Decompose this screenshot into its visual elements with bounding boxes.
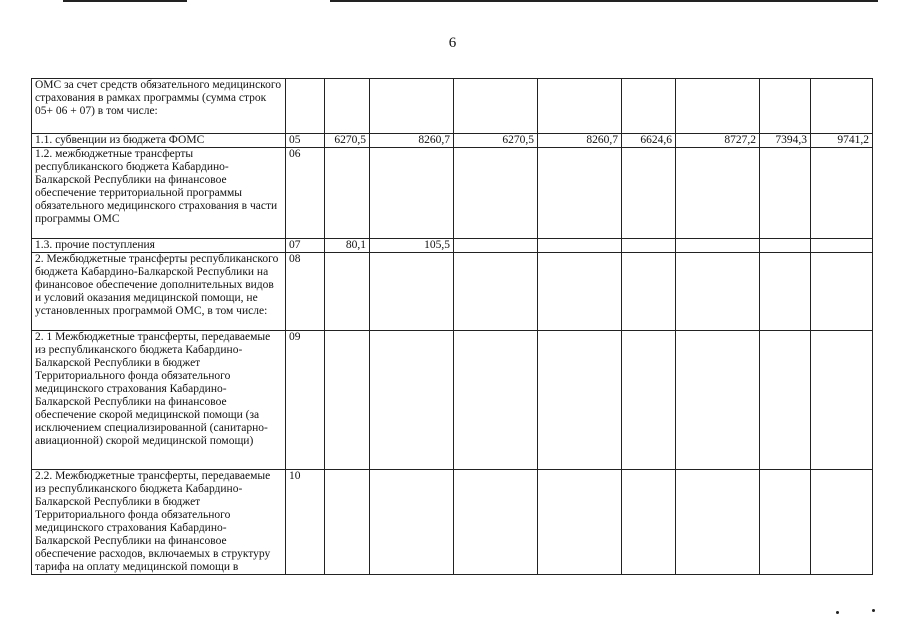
value-cell	[325, 148, 370, 239]
row-label: 1.3. прочие поступления	[32, 239, 286, 253]
value-cell	[622, 79, 676, 134]
table-row	[32, 331, 873, 470]
value-cell	[538, 331, 622, 470]
value-cell	[760, 239, 811, 253]
row-label: ОМС за счет средств обязательного медицинского страхования в рамках программы (сумма строк 05+ 06 + 07) в том числе:	[32, 79, 286, 134]
value-cell	[622, 331, 676, 470]
value-cell	[811, 470, 873, 575]
value-cell	[325, 79, 370, 134]
value-cell	[325, 470, 370, 575]
value-cell	[811, 253, 873, 331]
row-label: 2. Межбюджетные трансферты республиканского бюджета Кабардино-Балкарской Республики на финансовое обеспечение дополнительных видов и условий оказания медицинской помощи, не установленных программой ОМС, в том числе:	[32, 253, 286, 331]
value-cell	[676, 148, 760, 239]
value-cell: 9741,2	[811, 134, 873, 148]
row-code	[286, 79, 325, 134]
value-cell	[454, 331, 538, 470]
value-cell	[325, 331, 370, 470]
value-cell	[325, 253, 370, 331]
row-label: 2.2. Межбюджетные трансферты, передаваемые из республиканского бюджета Кабардино-Балкарской Республики в бюджет Территориального фонда обязательного медицинского страхования Кабардино-Балкарской Республики на финансовое обеспечение расходов, включаемых в структуру тарифа на оплату медицинской помощи в	[32, 470, 286, 575]
value-cell	[538, 239, 622, 253]
value-cell	[676, 79, 760, 134]
value-cell	[538, 148, 622, 239]
top-rule-left	[63, 0, 187, 2]
value-cell	[760, 79, 811, 134]
value-cell	[760, 148, 811, 239]
value-cell	[676, 239, 760, 253]
row-code: 05	[286, 134, 325, 148]
table-body	[32, 79, 873, 575]
table-row	[32, 239, 873, 253]
scan-speck	[836, 611, 839, 614]
row-code: 06	[286, 148, 325, 239]
row-code: 10	[286, 470, 325, 575]
value-cell: 6270,5	[454, 134, 538, 148]
value-cell	[454, 148, 538, 239]
value-cell	[676, 253, 760, 331]
value-cell	[454, 239, 538, 253]
value-cell	[538, 79, 622, 134]
row-code: 08	[286, 253, 325, 331]
top-rule-right	[330, 0, 878, 2]
value-cell: 7394,3	[760, 134, 811, 148]
value-cell	[454, 79, 538, 134]
row-code: 09	[286, 331, 325, 470]
value-cell: 8260,7	[370, 134, 454, 148]
value-cell	[811, 239, 873, 253]
row-label: 1.1. субвенции из бюджета ФОМС	[32, 134, 286, 148]
value-cell: 6624,6	[622, 134, 676, 148]
value-cell	[370, 79, 454, 134]
value-cell	[370, 331, 454, 470]
value-cell	[622, 470, 676, 575]
value-cell	[622, 148, 676, 239]
value-cell	[370, 470, 454, 575]
value-cell	[811, 148, 873, 239]
value-cell: 80,1	[325, 239, 370, 253]
value-cell	[676, 470, 760, 575]
table-row	[32, 79, 873, 134]
table-row	[32, 148, 873, 239]
value-cell	[676, 331, 760, 470]
value-cell	[370, 253, 454, 331]
value-cell	[454, 470, 538, 575]
table-row	[32, 253, 873, 331]
value-cell: 6270,5	[325, 134, 370, 148]
value-cell	[538, 470, 622, 575]
value-cell	[811, 79, 873, 134]
value-cell	[760, 470, 811, 575]
scan-speck	[872, 609, 875, 612]
value-cell	[622, 253, 676, 331]
value-cell	[622, 239, 676, 253]
row-label: 2. 1 Межбюджетные трансферты, передаваемые из республиканского бюджета Кабардино-Балкарской Республики в бюджет Территориального фонда обязательного медицинского страхования Кабардино-Балкарской Республики на финансовое обеспечение скорой медицинской помощи (за исключением специализированной (санитарно-авиационной) скорой медицинской помощи)	[32, 331, 286, 470]
row-label: 1.2. межбюджетные трансферты республиканского бюджета Кабардино-Балкарской Республики на финансовое обеспечение территориальной программы обязательного медицинского страхования в части программы ОМС	[32, 148, 286, 239]
value-cell	[454, 253, 538, 331]
value-cell	[538, 253, 622, 331]
value-cell: 105,5	[370, 239, 454, 253]
table-row	[32, 470, 873, 575]
value-cell: 8727,2	[676, 134, 760, 148]
financing-table	[31, 78, 873, 575]
value-cell	[760, 331, 811, 470]
row-code: 07	[286, 239, 325, 253]
value-cell: 8260,7	[538, 134, 622, 148]
value-cell	[811, 331, 873, 470]
value-cell	[760, 253, 811, 331]
table-row	[32, 134, 873, 148]
page-number: 6	[448, 35, 457, 51]
value-cell	[370, 148, 454, 239]
